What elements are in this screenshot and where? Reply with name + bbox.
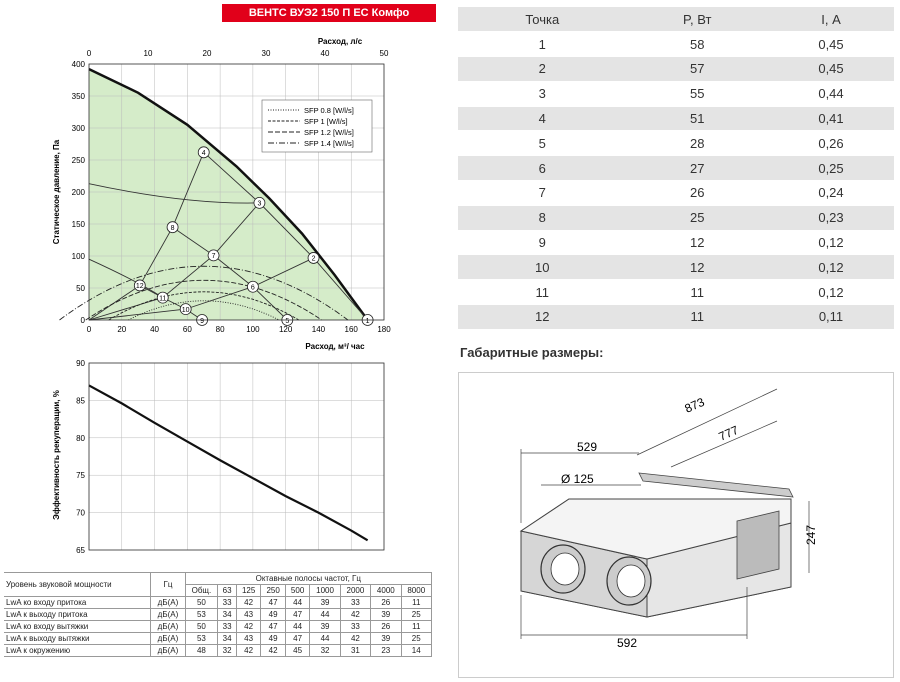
table-cell: 32	[310, 645, 340, 657]
table-cell: 28	[627, 131, 768, 156]
table-cell: 33	[218, 597, 237, 609]
table-row	[4, 633, 432, 645]
power-current-table	[458, 7, 894, 330]
table-cell: 33	[340, 621, 370, 633]
table-cell: 25	[401, 633, 431, 645]
table-cell: 25	[401, 609, 431, 621]
table-cell: 44	[285, 621, 309, 633]
legend	[262, 100, 372, 152]
dim-height: 247	[804, 524, 818, 545]
x-tick-label: 100	[246, 325, 260, 334]
table-row	[458, 106, 894, 131]
x-axis-label: Расход, м³/ час	[305, 342, 365, 351]
sound-power-table	[4, 572, 432, 657]
x-tick-label: 180	[377, 325, 391, 334]
table-row	[458, 81, 894, 106]
table-cell: 34	[218, 609, 237, 621]
header-current: I, А	[768, 7, 894, 32]
table-cell: 49	[261, 633, 285, 645]
table-cell: 2	[458, 57, 627, 82]
point-label: 10	[181, 306, 190, 314]
table-cell: 23	[371, 645, 401, 657]
table-cell: 26	[371, 597, 401, 609]
table-cell: 12	[458, 305, 627, 330]
table-cell: 0,11	[768, 305, 894, 330]
legend-entry: SFP 0.8 [W/l/s]	[304, 106, 354, 115]
table-cell: 0,12	[768, 280, 894, 305]
table-cell: 0,12	[768, 255, 894, 280]
dim-base-width: 592	[617, 636, 638, 650]
dim-length-inner: 777	[716, 422, 741, 444]
table-cell: 0,24	[768, 181, 894, 206]
top-tick-label: 30	[261, 49, 271, 58]
table-row	[4, 597, 432, 609]
table-cell: 31	[340, 645, 370, 657]
table-cell: 26	[627, 181, 768, 206]
table-cell: 50	[185, 597, 218, 609]
table-cell: 11	[401, 597, 431, 609]
table-cell: 12	[627, 230, 768, 255]
table-cell: 26	[371, 621, 401, 633]
point-label: 12	[135, 283, 144, 291]
plot-frame	[89, 363, 384, 550]
y-axis-label: Статическое давление, Па	[52, 139, 61, 245]
table-cell: 55	[627, 81, 768, 106]
table-row	[458, 305, 894, 330]
frequency-header: 4000	[371, 585, 401, 597]
table-cell: 7	[458, 181, 627, 206]
header-power: P, Вт	[627, 7, 768, 32]
y-tick-label: 65	[76, 546, 85, 555]
unit-header: Гц	[151, 573, 185, 597]
y-tick-label: 50	[76, 284, 85, 293]
table-cell: 57	[627, 57, 768, 82]
table-cell: 27	[627, 156, 768, 181]
dim-width-side: 529	[577, 440, 598, 454]
point-label: 9	[200, 317, 205, 325]
x-tick-label: 20	[117, 325, 127, 334]
y-tick-label: 85	[76, 396, 85, 406]
table-cell: 0,45	[768, 32, 894, 57]
table-cell: 12	[627, 255, 768, 280]
y-tick-label: 75	[76, 471, 85, 481]
table-cell: 0,23	[768, 205, 894, 230]
table-cell: 6	[458, 156, 627, 181]
table-cell: 39	[371, 609, 401, 621]
pressure-chart	[0, 22, 440, 377]
row-label: LwA к окружению	[4, 645, 151, 657]
row-unit: дБ(А)	[151, 597, 185, 609]
y-tick-label: 200	[71, 188, 85, 197]
table-cell: 58	[627, 32, 768, 57]
table-cell: 10	[458, 255, 627, 280]
table-cell: 44	[285, 597, 309, 609]
efficiency-y-axis-label: Эффективность рекуперации, %	[52, 390, 61, 520]
table-cell: 45	[285, 645, 309, 657]
point-label: 3	[257, 200, 262, 208]
table-cell: 43	[236, 609, 260, 621]
top-tick-label: 50	[379, 49, 389, 58]
table-cell: 44	[310, 633, 340, 645]
point-label: 2	[311, 255, 316, 263]
row-label: LwA ко входу притока	[4, 597, 151, 609]
frequency-header: 63	[218, 585, 237, 597]
row-label: LwA ко входу вытяжки	[4, 621, 151, 633]
right-panel	[458, 0, 894, 682]
table-cell: 43	[236, 633, 260, 645]
table-cell: 0,44	[768, 81, 894, 106]
table-cell: 0,26	[768, 131, 894, 156]
efficiency-chart	[0, 355, 440, 555]
table-cell: 47	[261, 621, 285, 633]
row-unit: дБ(А)	[151, 621, 185, 633]
x-tick-label: 140	[311, 325, 326, 334]
table-cell: 3	[458, 81, 627, 106]
top-tick-label: 10	[143, 49, 153, 58]
top-tick-label: 0	[86, 49, 92, 58]
table-cell: 1	[458, 32, 627, 57]
legend-entry: SFP 1 [W/l/s]	[304, 117, 348, 126]
table-cell: 39	[310, 597, 340, 609]
table-cell: 50	[185, 621, 218, 633]
dimensions-drawing	[458, 372, 894, 678]
table-cell: 32	[218, 645, 237, 657]
point-label: 4	[201, 150, 206, 158]
y-tick-label: 80	[76, 433, 85, 443]
y-tick-label: 350	[71, 92, 85, 101]
table-cell: 47	[285, 609, 309, 621]
y-tick-label: 400	[71, 60, 85, 69]
table-cell: 42	[340, 633, 370, 645]
frequency-header: 2000	[340, 585, 370, 597]
x-tick-label: 0	[86, 325, 92, 334]
table-cell: 33	[340, 597, 370, 609]
frequency-header: 500	[285, 585, 309, 597]
table-cell: 34	[218, 633, 237, 645]
table-row	[458, 255, 894, 280]
unit-drawing	[459, 373, 895, 679]
legend-entry: SFP 1.2 [W/l/s]	[304, 128, 354, 137]
table-cell: 11	[627, 305, 768, 330]
table-cell: 51	[627, 106, 768, 131]
table-row	[4, 609, 432, 621]
point-label: 5	[285, 317, 290, 325]
table-cell: 9	[458, 230, 627, 255]
table-cell: 39	[371, 633, 401, 645]
table-row	[458, 205, 894, 230]
table-row	[4, 621, 432, 633]
frequency-header: 250	[261, 585, 285, 597]
model-title: ВЕНТС ВУЭ2 150 П ЕС Комфо	[222, 4, 436, 22]
point-label: 11	[159, 295, 167, 303]
table-cell: 53	[185, 609, 218, 621]
octave-header: Октавные полосы частот, Гц	[185, 573, 431, 585]
frequency-header: 8000	[401, 585, 431, 597]
top-tick-label: 40	[320, 49, 330, 58]
row-label: LwA к выходу притока	[4, 609, 151, 621]
table-cell: 0,25	[768, 156, 894, 181]
y-tick-label: 300	[71, 124, 85, 133]
table-row	[4, 645, 432, 657]
table-cell: 47	[261, 597, 285, 609]
table-cell: 42	[340, 609, 370, 621]
table-cell: 0,41	[768, 106, 894, 131]
x-tick-label: 60	[182, 325, 192, 334]
legend-entry: SFP 1.4 [W/l/s]	[304, 139, 354, 148]
x-tick-label: 160	[344, 325, 358, 334]
point-label: 8	[170, 225, 175, 232]
dimensions-title: Габаритные размеры:	[460, 345, 604, 360]
table-cell: 11	[627, 280, 768, 305]
table-cell: 5	[458, 131, 627, 156]
table-row	[458, 280, 894, 305]
point-label: 6	[250, 284, 255, 292]
left-panel	[0, 0, 440, 682]
table-cell: 53	[185, 633, 218, 645]
table-cell: 48	[185, 645, 218, 657]
table-cell: 42	[261, 645, 285, 657]
table-cell: 42	[236, 621, 260, 633]
y-tick-label: 250	[71, 156, 85, 165]
y-tick-label: 70	[76, 508, 85, 518]
row-unit: дБ(А)	[151, 645, 185, 657]
table-row	[458, 181, 894, 206]
efficiency-curve	[89, 385, 368, 540]
row-unit: дБ(А)	[151, 633, 185, 645]
y-tick-label: 90	[76, 359, 85, 368]
table-row	[458, 32, 894, 57]
table-cell: 33	[218, 621, 237, 633]
table-row	[458, 156, 894, 181]
y-tick-label: 0	[80, 316, 85, 325]
top-tick-label: 20	[202, 49, 212, 58]
header-point: Точка	[458, 7, 627, 32]
frequency-header: Общ.	[185, 585, 218, 597]
y-tick-label: 150	[71, 220, 85, 229]
row-unit: дБ(А)	[151, 609, 185, 621]
dim-length: 873	[682, 394, 707, 416]
table-cell: 11	[458, 280, 627, 305]
row-label: LwA к выходу вытяжки	[4, 633, 151, 645]
table-cell: 14	[401, 645, 431, 657]
sound-label-header: Уровень звуковой мощности	[4, 573, 151, 597]
x-tick-label: 80	[215, 325, 225, 334]
point-label: 7	[211, 253, 216, 261]
table-row	[458, 57, 894, 82]
top-axis-label: Расход, л/с	[317, 37, 363, 46]
x-tick-label: 40	[150, 325, 160, 334]
table-cell: 0,45	[768, 57, 894, 82]
table-cell: 42	[236, 645, 260, 657]
point-label: 1	[365, 317, 370, 325]
dim-duct-diameter: Ø 125	[561, 472, 594, 486]
frequency-header: 1000	[310, 585, 340, 597]
frequency-header: 125	[236, 585, 260, 597]
table-row	[458, 131, 894, 156]
table-cell: 47	[285, 633, 309, 645]
table-cell: 44	[310, 609, 340, 621]
table-cell: 42	[236, 597, 260, 609]
table-cell: 4	[458, 106, 627, 131]
table-row	[458, 230, 894, 255]
x-tick-label: 120	[278, 325, 293, 334]
table-cell: 0,12	[768, 230, 894, 255]
y-tick-label: 100	[71, 252, 85, 261]
table-cell: 11	[401, 621, 431, 633]
table-cell: 25	[627, 205, 768, 230]
table-cell: 8	[458, 205, 627, 230]
table-cell: 39	[310, 621, 340, 633]
table-cell: 49	[261, 609, 285, 621]
